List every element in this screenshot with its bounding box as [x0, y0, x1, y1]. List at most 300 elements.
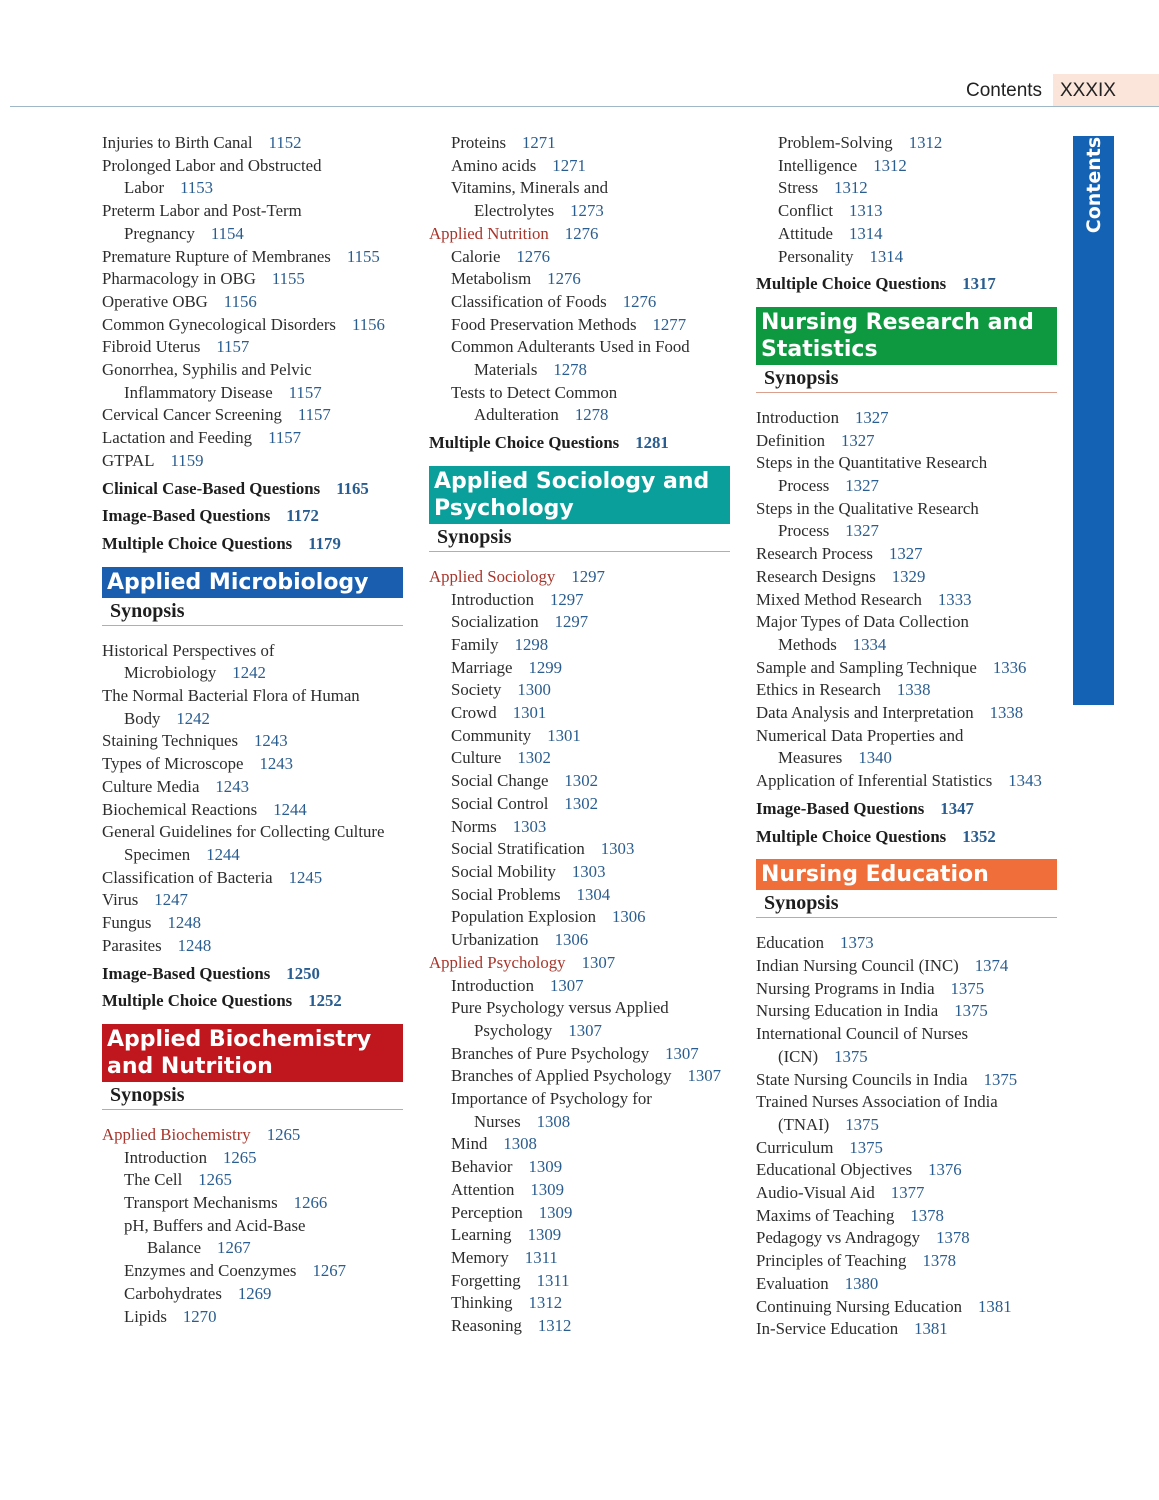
toc-page-number: 1308 [503, 1134, 537, 1154]
toc-entry [429, 884, 749, 907]
toc-entry [429, 246, 749, 269]
toc-section-entry [102, 963, 422, 986]
toc-entry-title: Branches of Pure Psychology [451, 1043, 650, 1063]
toc-entry-title: Mind [451, 1134, 488, 1154]
toc-page-number: 1307 [549, 975, 584, 995]
toc-entry-title: Methods [778, 634, 837, 654]
toc-entry [102, 177, 422, 200]
toc-page-number: 1157 [216, 337, 250, 357]
toc-entry [102, 844, 422, 867]
toc-entry [429, 359, 749, 382]
toc-entry-title: Steps in the Quantitative Research [756, 453, 988, 473]
toc-page-number: 1242 [176, 708, 210, 728]
section-banner-applied-microbiology: Applied Microbiology [102, 567, 403, 598]
toc-page-number: 1306 [554, 930, 589, 950]
toc-entry-title: Indian Nursing Council (INC) [756, 955, 959, 975]
toc-entry-title: Marriage [451, 657, 513, 677]
toc-entry-title: Problem-Solving [778, 133, 893, 152]
toc-entry-title: Evaluation [756, 1273, 829, 1293]
toc-entry [429, 1202, 749, 1225]
toc-entry-title: Image-Based Questions [102, 963, 271, 983]
toc-entry [102, 685, 422, 708]
toc-entry-title: Nurses [474, 1111, 521, 1131]
toc-page-number: 1152 [268, 133, 302, 152]
toc-entry-title: Socialization [451, 612, 539, 632]
toc-page-number: 1298 [514, 634, 549, 654]
toc-entry [756, 725, 1076, 748]
toc-entry-title: Stress [778, 178, 819, 198]
toc-entry [429, 1088, 749, 1111]
toc-page-number: 1374 [974, 955, 1009, 975]
toc-entry-title: Social Mobility [451, 861, 556, 881]
toc-page-number: 1301 [512, 703, 547, 723]
toc-entry [756, 1205, 1076, 1228]
toc-entry [429, 1156, 749, 1179]
toc-entry-title: Injuries to Birth Canal [102, 133, 253, 152]
toc-page-number: 1378 [922, 1251, 957, 1271]
toc-entry-title: Common Gynecological Disorders [102, 314, 336, 334]
toc-page-number: 1271 [552, 155, 586, 175]
toc-entry-title: Research Process [756, 544, 873, 564]
toc-entry [429, 725, 749, 748]
toc-entry [429, 906, 749, 929]
toc-entry-title: Application of Inferential Statistics [756, 771, 993, 791]
toc-entry [756, 543, 1076, 566]
toc-page-number: 1155 [271, 269, 305, 289]
toc-page-number: 1245 [288, 867, 323, 887]
toc-entry-title: Inflammatory Disease [124, 382, 273, 402]
toc-entry [102, 799, 422, 822]
toc-entry [102, 314, 422, 337]
toc-entry [102, 246, 422, 269]
toc-entry-title: pH, Buffers and Acid-Base [124, 1215, 306, 1235]
toc-entry [756, 679, 1076, 702]
toc-page-number: 1303 [600, 839, 635, 859]
toc-entry-title: Applied Biochemistry [102, 1124, 251, 1144]
toc-entry [429, 268, 749, 291]
toc-page-number: 1312 [537, 1316, 572, 1336]
toc-entry [756, 475, 1076, 498]
toc-entry [102, 1306, 422, 1329]
toc-entry [429, 1179, 749, 1202]
toc-page-number: 1314 [869, 246, 904, 266]
toc-page-number: 1276 [564, 223, 599, 243]
toc-entry [102, 753, 422, 776]
toc-entry [756, 223, 1076, 246]
toc-entry-title: Enzymes and Coenzymes [124, 1261, 297, 1281]
toc-entry-title: Definition [756, 430, 825, 450]
toc-page-number: 1376 [928, 1160, 962, 1180]
toc-entry-title: Norms [451, 816, 497, 836]
toc-entry-title: Curriculum [756, 1137, 834, 1157]
toc-page-number: 1312 [908, 133, 943, 152]
toc-entry [429, 291, 749, 314]
toc-entry-title: Process [778, 476, 830, 496]
toc-page-number: 1154 [210, 223, 244, 243]
toc-entry-title: Metabolism [451, 269, 532, 289]
toc-entry-title: Nursing Programs in India [756, 978, 935, 998]
toc-entry [102, 821, 422, 844]
toc-section-entry [429, 432, 749, 455]
toc-page-number: 1297 [549, 589, 584, 609]
toc-page-number: 1378 [936, 1228, 970, 1248]
toc-entry-title: Body [124, 708, 161, 728]
toc-entry [429, 861, 749, 884]
toc-entry-title: Multiple Choice Questions [102, 991, 293, 1011]
toc-page-number: 1248 [177, 935, 212, 955]
toc-entry-title: Thinking [451, 1293, 513, 1313]
toc-page-number: 1157 [297, 405, 331, 425]
toc-entry-title: The Cell [124, 1170, 183, 1190]
toc-entry-title: Classification of Foods [451, 291, 607, 311]
toc-section-entry [756, 826, 1076, 849]
toc-entry-title: Lipids [124, 1306, 167, 1326]
toc-section-entry [756, 798, 1076, 821]
toc-entry-title: Steps in the Qualitative Research [756, 498, 979, 518]
toc-section-entry [102, 505, 422, 528]
toc-entry-title: Food Preservation Methods [451, 314, 637, 334]
toc-page-number: 1155 [346, 246, 380, 266]
toc-entry-title: Reasoning [451, 1316, 522, 1336]
toc-entry [756, 634, 1076, 657]
toc-entry-title: (ICN) [778, 1046, 819, 1066]
toc-entry-title: Population Explosion [451, 907, 596, 927]
toc-entry [102, 336, 422, 359]
toc-entry-title: Electrolytes [474, 201, 555, 221]
toc-entry-title: Ethics in Research [756, 680, 881, 700]
toc-subhead-entry [102, 1124, 422, 1147]
toc-entry [756, 1000, 1076, 1023]
toc-entry-title: Virus [102, 890, 139, 910]
toc-entry [429, 1133, 749, 1156]
toc-entry-title: Mixed Method Research [756, 589, 922, 609]
toc-entry [102, 776, 422, 799]
toc-entry-title: Tests to Detect Common [451, 382, 618, 402]
toc-entry-title: Process [778, 521, 830, 541]
toc-entry-title: Research Designs [756, 566, 876, 586]
toc-page-number: 1277 [652, 314, 687, 334]
toc-entry [102, 867, 422, 890]
toc-entry [102, 404, 422, 427]
toc-page-number: 1309 [527, 1225, 562, 1245]
toc-page-number: 1153 [180, 178, 214, 198]
toc-section-entry [102, 533, 422, 556]
toc-entry-title: Labor [124, 178, 165, 198]
toc-entry-title: Attitude [778, 223, 833, 243]
toc-entry-title: Introduction [756, 407, 839, 427]
toc-entry [756, 702, 1076, 725]
toc-entry-title: Multiple Choice Questions [102, 533, 293, 553]
toc-page-number: 1334 [852, 634, 887, 654]
toc-entry [102, 730, 422, 753]
toc-page-number: 1244 [273, 799, 307, 819]
toc-entry-title: Social Control [451, 793, 549, 813]
toc-page-number: 1317 [962, 274, 996, 294]
toc-page-number: 1276 [622, 291, 657, 311]
toc-entry [756, 132, 1076, 155]
toc-entry [756, 407, 1076, 430]
toc-entry [756, 1273, 1076, 1296]
toc-entry-title: Social Problems [451, 884, 561, 904]
toc-entry-title: Attention [451, 1179, 515, 1199]
toc-page-number: 1308 [536, 1111, 571, 1131]
toc-page-number: 1307 [665, 1043, 699, 1063]
toc-entry [429, 679, 749, 702]
toc-entry [429, 1315, 749, 1338]
toc-entry [102, 268, 422, 291]
toc-page-number: 1271 [522, 133, 556, 152]
toc-entry-title: Gonorrhea, Syphilis and Pelvic [102, 360, 312, 380]
toc-page-number: 1343 [1008, 771, 1042, 791]
toc-entry [429, 200, 749, 223]
toc-entry [429, 155, 749, 178]
toc-entry-title: Measures [778, 748, 843, 768]
toc-entry-title: General Guidelines for Collecting Culture [102, 822, 385, 842]
toc-entry-title: Maxims of Teaching [756, 1205, 895, 1225]
toc-entry-title: Nursing Education in India [756, 1001, 939, 1021]
toc-entry-title: Pharmacology in OBG [102, 269, 256, 289]
toc-entry [102, 200, 422, 223]
toc-page-number: 1250 [286, 963, 320, 983]
toc-entry [429, 747, 749, 770]
toc-subhead-entry [429, 952, 749, 975]
toc-entry-title: Numerical Data Properties and [756, 725, 964, 745]
toc-column-2 [429, 132, 749, 1338]
toc-entry-title: Microbiology [124, 663, 217, 683]
toc-entry [429, 611, 749, 634]
toc-entry-title: Classification of Bacteria [102, 867, 273, 887]
toc-page-number: 1265 [222, 1147, 257, 1167]
toc-page-number: 1266 [293, 1193, 328, 1213]
toc-entry [429, 793, 749, 816]
toc-entry-title: Materials [474, 360, 538, 380]
toc-entry [756, 770, 1076, 793]
toc-entry-title: Vitamins, Minerals and [451, 178, 608, 198]
toc-entry [102, 1169, 422, 1192]
toc-page-number: 1267 [312, 1261, 346, 1281]
toc-page-number: 1309 [530, 1179, 564, 1199]
toc-page-number: 1269 [237, 1283, 272, 1303]
toc-entry-title: Image-Based Questions [756, 798, 925, 818]
toc-entry-title: Calorie [451, 246, 501, 266]
toc-page-number: 1297 [571, 566, 605, 586]
toc-entry [756, 1091, 1076, 1114]
toc-page-number: 1375 [834, 1046, 868, 1066]
toc-entry-title: Sample and Sampling Technique [756, 657, 977, 677]
toc-entry [102, 382, 422, 405]
toc-page-number: 1157 [288, 382, 322, 402]
toc-page-number: 1312 [834, 178, 868, 198]
toc-subhead-entry [429, 223, 749, 246]
toc-entry [756, 1318, 1076, 1341]
header-rule [10, 106, 1159, 107]
toc-entry [429, 975, 749, 998]
toc-entry-title: Fungus [102, 913, 152, 933]
toc-page-number: 1265 [198, 1170, 232, 1190]
toc-entry [429, 1292, 749, 1315]
toc-entry-title: State Nursing Councils in India [756, 1069, 968, 1089]
toc-page-number: 1248 [167, 913, 201, 933]
toc-page-number: 1375 [849, 1137, 883, 1157]
toc-entry [429, 132, 749, 155]
toc-entry-title: Preterm Labor and Post-Term [102, 201, 302, 221]
toc-entry [102, 223, 422, 246]
toc-page-number: 1276 [516, 246, 550, 266]
toc-entry-title: Crowd [451, 703, 497, 723]
toc-entry-title: Culture Media [102, 776, 200, 796]
toc-page-number: 1307 [568, 1020, 602, 1040]
toc-page-number: 1303 [512, 816, 547, 836]
toc-section-entry [756, 273, 1076, 296]
toc-entry [102, 1192, 422, 1215]
toc-entry-title: Major Types of Data Collection [756, 612, 969, 632]
toc-entry [756, 246, 1076, 269]
toc-page-number: 1301 [547, 725, 581, 745]
toc-entry [102, 640, 422, 663]
toc-page-number: 1313 [849, 201, 883, 221]
toc-page-number: 1156 [351, 314, 385, 334]
toc-page-number: 1329 [891, 566, 926, 586]
toc-page-number: 1247 [154, 890, 188, 910]
toc-page-number: 1336 [992, 657, 1027, 677]
toc-entry-title: Continuing Nursing Education [756, 1296, 963, 1316]
toc-page-number: 1347 [940, 798, 974, 818]
toc-entry [756, 520, 1076, 543]
toc-entry-title: In-Service Education [756, 1319, 899, 1339]
toc-page-number: 1311 [524, 1247, 558, 1267]
toc-entry-title: GTPAL [102, 450, 155, 470]
toc-page-number: 1327 [854, 407, 889, 427]
toc-entry [429, 177, 749, 200]
toc-page-number: 1243 [259, 754, 293, 774]
toc-page-number: 1302 [564, 771, 598, 791]
toc-page-number: 1299 [528, 657, 563, 677]
toc-page-number: 1309 [538, 1202, 573, 1222]
toc-page-number: 1278 [553, 360, 587, 380]
toc-page-number: 1302 [564, 793, 598, 813]
toc-entry [429, 1065, 749, 1088]
toc-page-number: 1327 [888, 544, 923, 564]
toc-entry-title: Perception [451, 1202, 523, 1222]
toc-entry-title: Applied Sociology [429, 566, 556, 586]
toc-entry [429, 1111, 749, 1134]
toc-entry-title: Common Adulterants Used in Food [451, 337, 690, 357]
toc-entry [756, 955, 1076, 978]
toc-entry-title: Community [451, 725, 532, 745]
toc-entry [756, 1182, 1076, 1205]
toc-page-number: 1303 [571, 861, 606, 881]
toc-page-number: 1304 [576, 884, 611, 904]
toc-entry-title: Culture [451, 748, 502, 768]
toc-entry [756, 1296, 1076, 1319]
toc-entry-title: Biochemical Reactions [102, 799, 258, 819]
toc-entry-title: International Council of Nurses [756, 1024, 969, 1044]
toc-entry-title: Applied Psychology [429, 952, 566, 972]
toc-entry-title: Multiple Choice Questions [756, 274, 947, 294]
toc-page-number: 1242 [232, 663, 266, 683]
toc-entry-title: Image-Based Questions [102, 506, 271, 526]
toc-page-number: 1179 [308, 533, 341, 553]
toc-page-number: 1165 [336, 478, 369, 498]
toc-page-number: 1375 [954, 1001, 988, 1021]
toc-entry-title: Trained Nurses Association of India [756, 1092, 998, 1112]
toc-page-number: 1377 [890, 1183, 925, 1203]
toc-entry [429, 314, 749, 337]
toc-entry-title: Society [451, 680, 502, 700]
toc-entry-title: Specimen [124, 844, 191, 864]
toc-page-number: 1375 [983, 1069, 1018, 1089]
toc-page-number: 1375 [845, 1114, 879, 1134]
toc-entry-title: Introduction [451, 975, 534, 995]
toc-entry [756, 978, 1076, 1001]
toc-page-number: 1333 [937, 589, 972, 609]
toc-page-number: 1381 [914, 1319, 948, 1339]
toc-entry-title: Pure Psychology versus Applied [451, 998, 669, 1018]
toc-page-number: 1306 [611, 907, 646, 927]
toc-entry [756, 1137, 1076, 1160]
toc-page-number: 1281 [635, 433, 669, 453]
toc-page-number: 1243 [215, 776, 249, 796]
toc-entry [102, 1215, 422, 1238]
toc-page-number: 1380 [844, 1273, 879, 1293]
toc-page-number: 1265 [266, 1124, 301, 1144]
toc-entry [429, 589, 749, 612]
toc-page-number: 1156 [223, 291, 257, 311]
toc-subhead-entry [429, 566, 749, 589]
toc-entry-title: Importance of Psychology for [451, 1089, 652, 1109]
toc-page-number: 1172 [286, 506, 319, 526]
toc-entry-title: Social Stratification [451, 839, 585, 859]
toc-entry [756, 155, 1076, 178]
toc-entry [429, 1270, 749, 1293]
toc-entry-title: Carbohydrates [124, 1283, 222, 1303]
section-banner-nursing-research-statistics: Nursing Research and Statistics [756, 307, 1057, 365]
toc-entry [429, 1043, 749, 1066]
toc-entry-title: The Normal Bacterial Flora of Human [102, 686, 360, 706]
toc-page-number: 1338 [896, 680, 931, 700]
toc-column-3 [756, 132, 1076, 1341]
toc-entry-title: Urbanization [451, 930, 539, 950]
toc-entry [756, 747, 1076, 770]
toc-entry [102, 889, 422, 912]
toc-entry-title: Introduction [124, 1147, 207, 1167]
toc-entry-title: Memory [451, 1247, 509, 1267]
toc-page-number: 1327 [845, 521, 879, 541]
toc-page-number: 1338 [989, 703, 1024, 723]
toc-entry-title: Pedagogy vs Andragogy [756, 1228, 921, 1248]
toc-entry-title: Introduction [451, 589, 534, 609]
toc-entry [102, 1147, 422, 1170]
toc-entry-title: Intelligence [778, 155, 858, 175]
toc-entry-title: (TNAI) [778, 1114, 830, 1134]
toc-entry [102, 912, 422, 935]
toc-entry [102, 1283, 422, 1306]
toc-entry-title: Conflict [778, 201, 833, 221]
synopsis-heading: Synopsis [102, 1082, 403, 1110]
toc-page-number: 1375 [950, 978, 985, 998]
toc-entry [756, 498, 1076, 521]
toc-page-number: 1244 [206, 844, 240, 864]
toc-page-number: 1278 [574, 405, 609, 425]
toc-entry-title: Transport Mechanisms [124, 1193, 278, 1213]
toc-entry-title: Branches of Applied Psychology [451, 1066, 672, 1086]
toc-entry-title: Social Change [451, 771, 549, 791]
toc-page-number: 1352 [962, 826, 996, 846]
toc-entry-title: Data Analysis and Interpretation [756, 703, 974, 723]
toc-entry [756, 1227, 1076, 1250]
toc-entry [756, 1023, 1076, 1046]
toc-entry-title: Lactation and Feeding [102, 428, 253, 448]
